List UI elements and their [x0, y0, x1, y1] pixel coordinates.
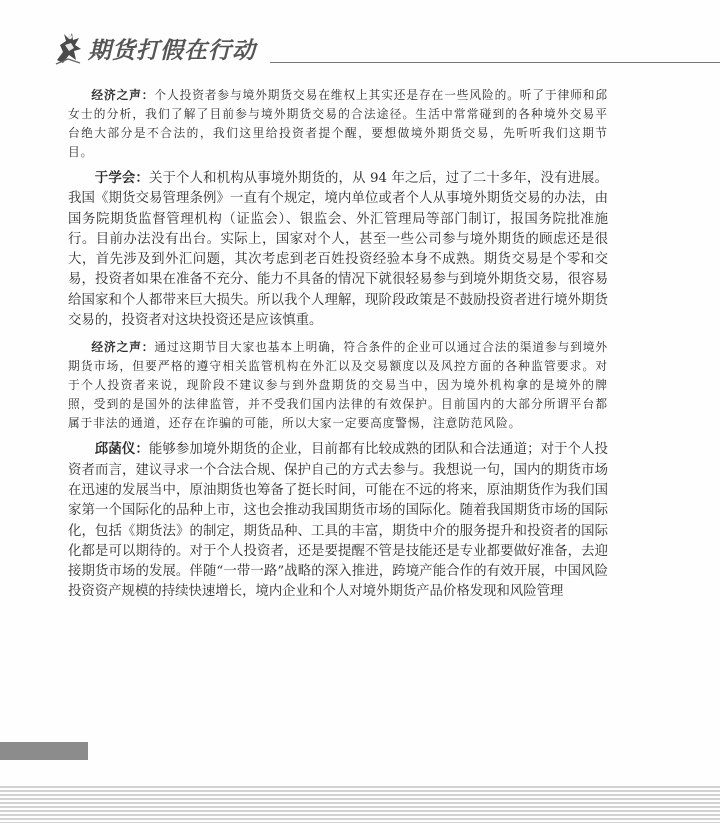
page-header — [0, 0, 720, 80]
title-divider — [270, 62, 720, 63]
paragraph-text: 关于个人和机构从事境外期货的，从 94 年之后，过了二十多年，没有进展。我国《期货交易管理条例》一直有个规定，境内单位或者个人从事境外期货交易的办法，由国务院期货监督管理机构（证监会）、银监会、外汇管理局等部门制订，报国务院批准施行。目前办法没有出台。实际上，国家对个人，甚至一些公司参与境外期货的顾虑还是很大，首先涉及到外汇问题，其次考虑到老百姓投资经验本身不成熟。期货交易是个零和交易，投资者如果在准备不充分、能力不具备的情况下就很轻易参与到境外期货交易，很容易给国家和个人都带来巨大损失。所以我个人理解，现阶段政策是不鼓励投资者进行境外期货交易的，投资者对这块投资还是应该慎重。 — [68, 171, 608, 329]
speaker-name: 邱菡仪： — [94, 442, 149, 458]
dialogue-paragraph — [68, 440, 608, 602]
paragraph-text: 通过这期节目大家也基本上明确，符合条件的企业可以通过合法的渠道参与到境外期货市场，但要严格的遵守相关监管机构在外汇以及交易额度以及风控方面的各种监管要求。对于个人投资者来说，现阶段不建议参与到外盘期货的交易当中，因为境外机构拿的是境外的牌照，受到的是国外的法律监管，并不受我们国内法律的有效保护。目前国内的大部分所谓平台都属于非法的通道，还存在诈骗的可能，所以大家一定要高度警惕，注意防范风险。 — [68, 340, 608, 431]
dialogue-paragraph — [68, 86, 608, 162]
speaker-name: 经济之声： — [91, 340, 155, 355]
footer-stripes — [0, 786, 720, 823]
page-marker-bar — [0, 742, 88, 760]
horse-rider-logo-icon — [54, 30, 84, 66]
paragraph-text: 个人投资者参与境外期货交易在维权上其实还是存在一些风险的。听了于律师和邱女士的分析，我们了解了目前参与境外期货交易的合法途径。生活中常常碰到的各种境外交易平台绝大部分是不合法的，我们这里给投资者提个醒，要想做境外期货交易，先听听我们这期节目。 — [68, 88, 608, 159]
section-title: 期货打假在行动 — [88, 38, 256, 64]
speaker-name: 经济之声： — [91, 88, 155, 102]
article-body — [68, 86, 608, 610]
dialogue-paragraph — [68, 338, 608, 433]
paragraph-text: 能够参加境外期货的企业，目前都有比较成熟的团队和合法通道；对于个人投资者而言，建议寻求一个合法合规、保护自己的方式去参与。我想说一句，国内的期货市场在迅速的发展当中，原油期货也筹备了挺长时间，可能在不远的将来，原油期货作为我们国家第一个国际化的品种上市，这也会推动我国期货市场的国际化。随着我国期货市场的国际化，包括《期货法》的制定，期货品种、工具的丰富，期货中介的服务提升和投资者的国际化都是可以期待的。对于个人投资者，还是要提醒不管是技能还是专业都要做好准备，去迎接期货市场的发展。伴随“一带一路”战略的深入推进，跨境产能合作的有效开展，中国风险投资资产规模的持续快速增长，境内企业和个人对境外期货产品价格发现和风险管理 — [68, 442, 609, 600]
speaker-name: 于学会： — [94, 171, 149, 186]
dialogue-paragraph — [68, 169, 608, 331]
